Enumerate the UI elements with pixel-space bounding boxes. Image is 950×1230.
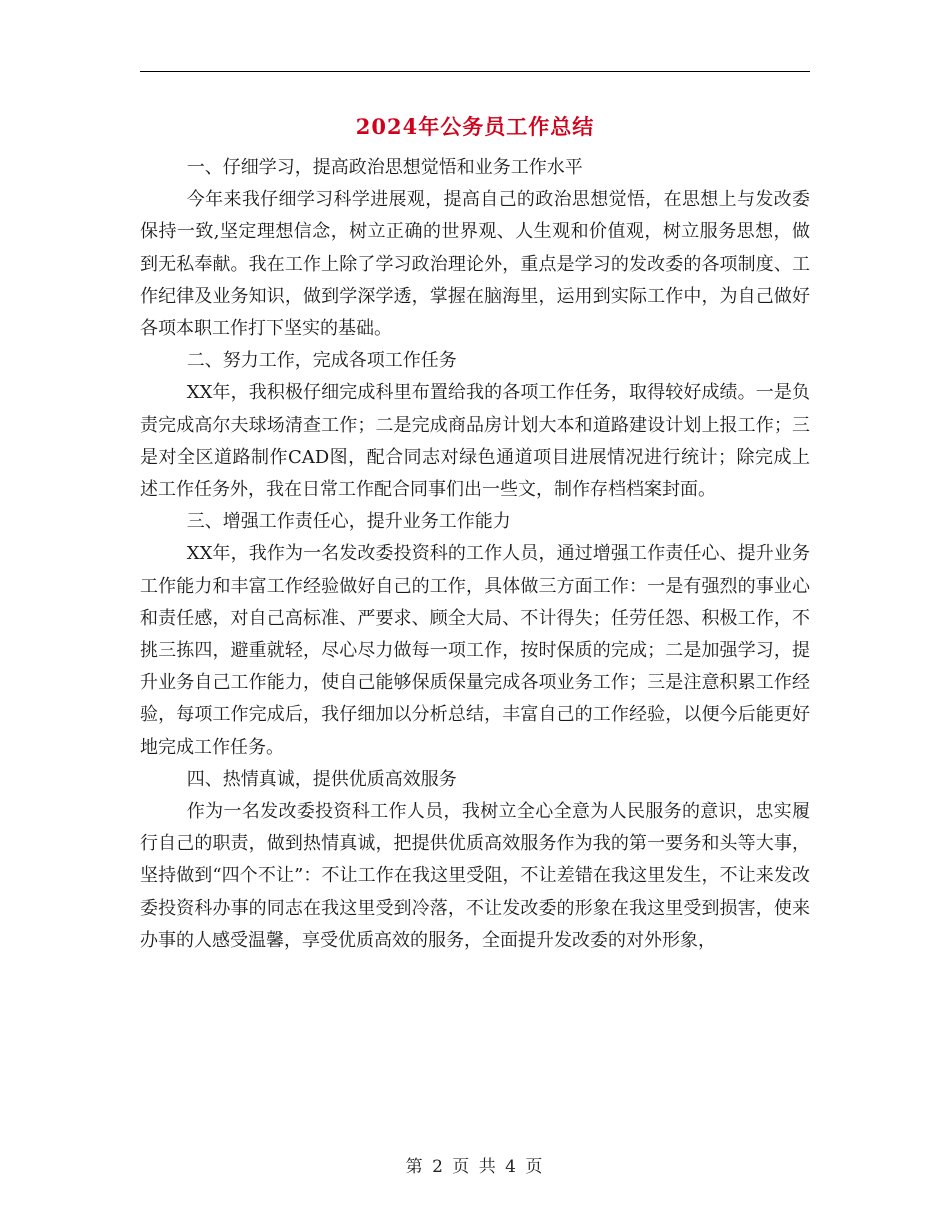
page-number: 第 2 页 共 4 页 — [405, 1157, 545, 1177]
section-heading-3: 三、增强工作责任心，提升业务工作能力 — [186, 511, 511, 533]
body-paragraph-2: XX年，我积极仔细完成科里布置给我的各项工作任务，取得较好成绩。一是负责完成高尔夫球场清查工作；二是完成商品房计划大本和道路建设计划上报工作；三是对全区道路制作CAD图，配合同志对绿色通道项目进展情况进行统计；除完成上述工作任务外，我在日常工作配合同事们出一些文，制作存档档案封面。 — [140, 382, 810, 501]
document-body — [140, 152, 810, 957]
body-paragraph-3: XX年，我作为一名发改委投资科的工作人员，通过增强工作责任心、提升业务工作能力和丰富工作经验做好自己的工作，具体做三方面工作：一是有强烈的事业心和责任感，对自己高标准、严要求、顾全大局、不计得失；任劳任怨、积极工作，不挑三拣四，避重就轻，尽心尽力做每一项工作，按时保质的完成；二是加强学习，提升业务自己工作能力，使自己能够保质保量完成各项业务工作；三是注意积累工作经验，每项工作完成后，我仔细加以分析总结，丰富自己的工作经验，以便今后能更好地完成工作任务。 — [140, 543, 810, 758]
body-paragraph-4: 作为一名发改委投资科工作人员，我树立全心全意为人民服务的意识，忠实履行自己的职责，做到热情真诚，把提供优质高效服务作为我的第一要务和头等大事，坚持做到“四个不让”：不让工作在我这里受阻，不让差错在我这里发生，不让来发改委投资科办事的同志在我这里受到冷落，不让发改委的形象在我这里受到损害，使来办事的人感受温馨，享受优质高效的服务，全面提升发改委的对外形象， — [140, 801, 810, 951]
section-heading-4: 四、热情真诚，提供优质高效服务 — [186, 768, 457, 790]
document-title: 2024年公务员工作总结 — [355, 114, 595, 139]
section-heading-1: 一、仔细学习，提高政治思想觉悟和业务工作水平 — [186, 157, 583, 178]
section-heading-2: 二、努力工作，完成各项工作任务 — [186, 350, 457, 372]
body-paragraph-1: 今年来我仔细学习科学进展观，提高自己的政治思想觉悟，在思想上与发改委保持一致,坚定理想信念，树立正确的世界观、人生观和价值观，树立服务思想，做到无私奉献。我在工作上除了学习政治理论外，重点是学习的发改委的各项制度、工作纪律及业务知识，做到学深学透，掌握在脑海里，运用到实际工作中，为自己做好各项本职工作打下坚实的基础。 — [140, 189, 810, 340]
header-rule — [140, 71, 810, 72]
